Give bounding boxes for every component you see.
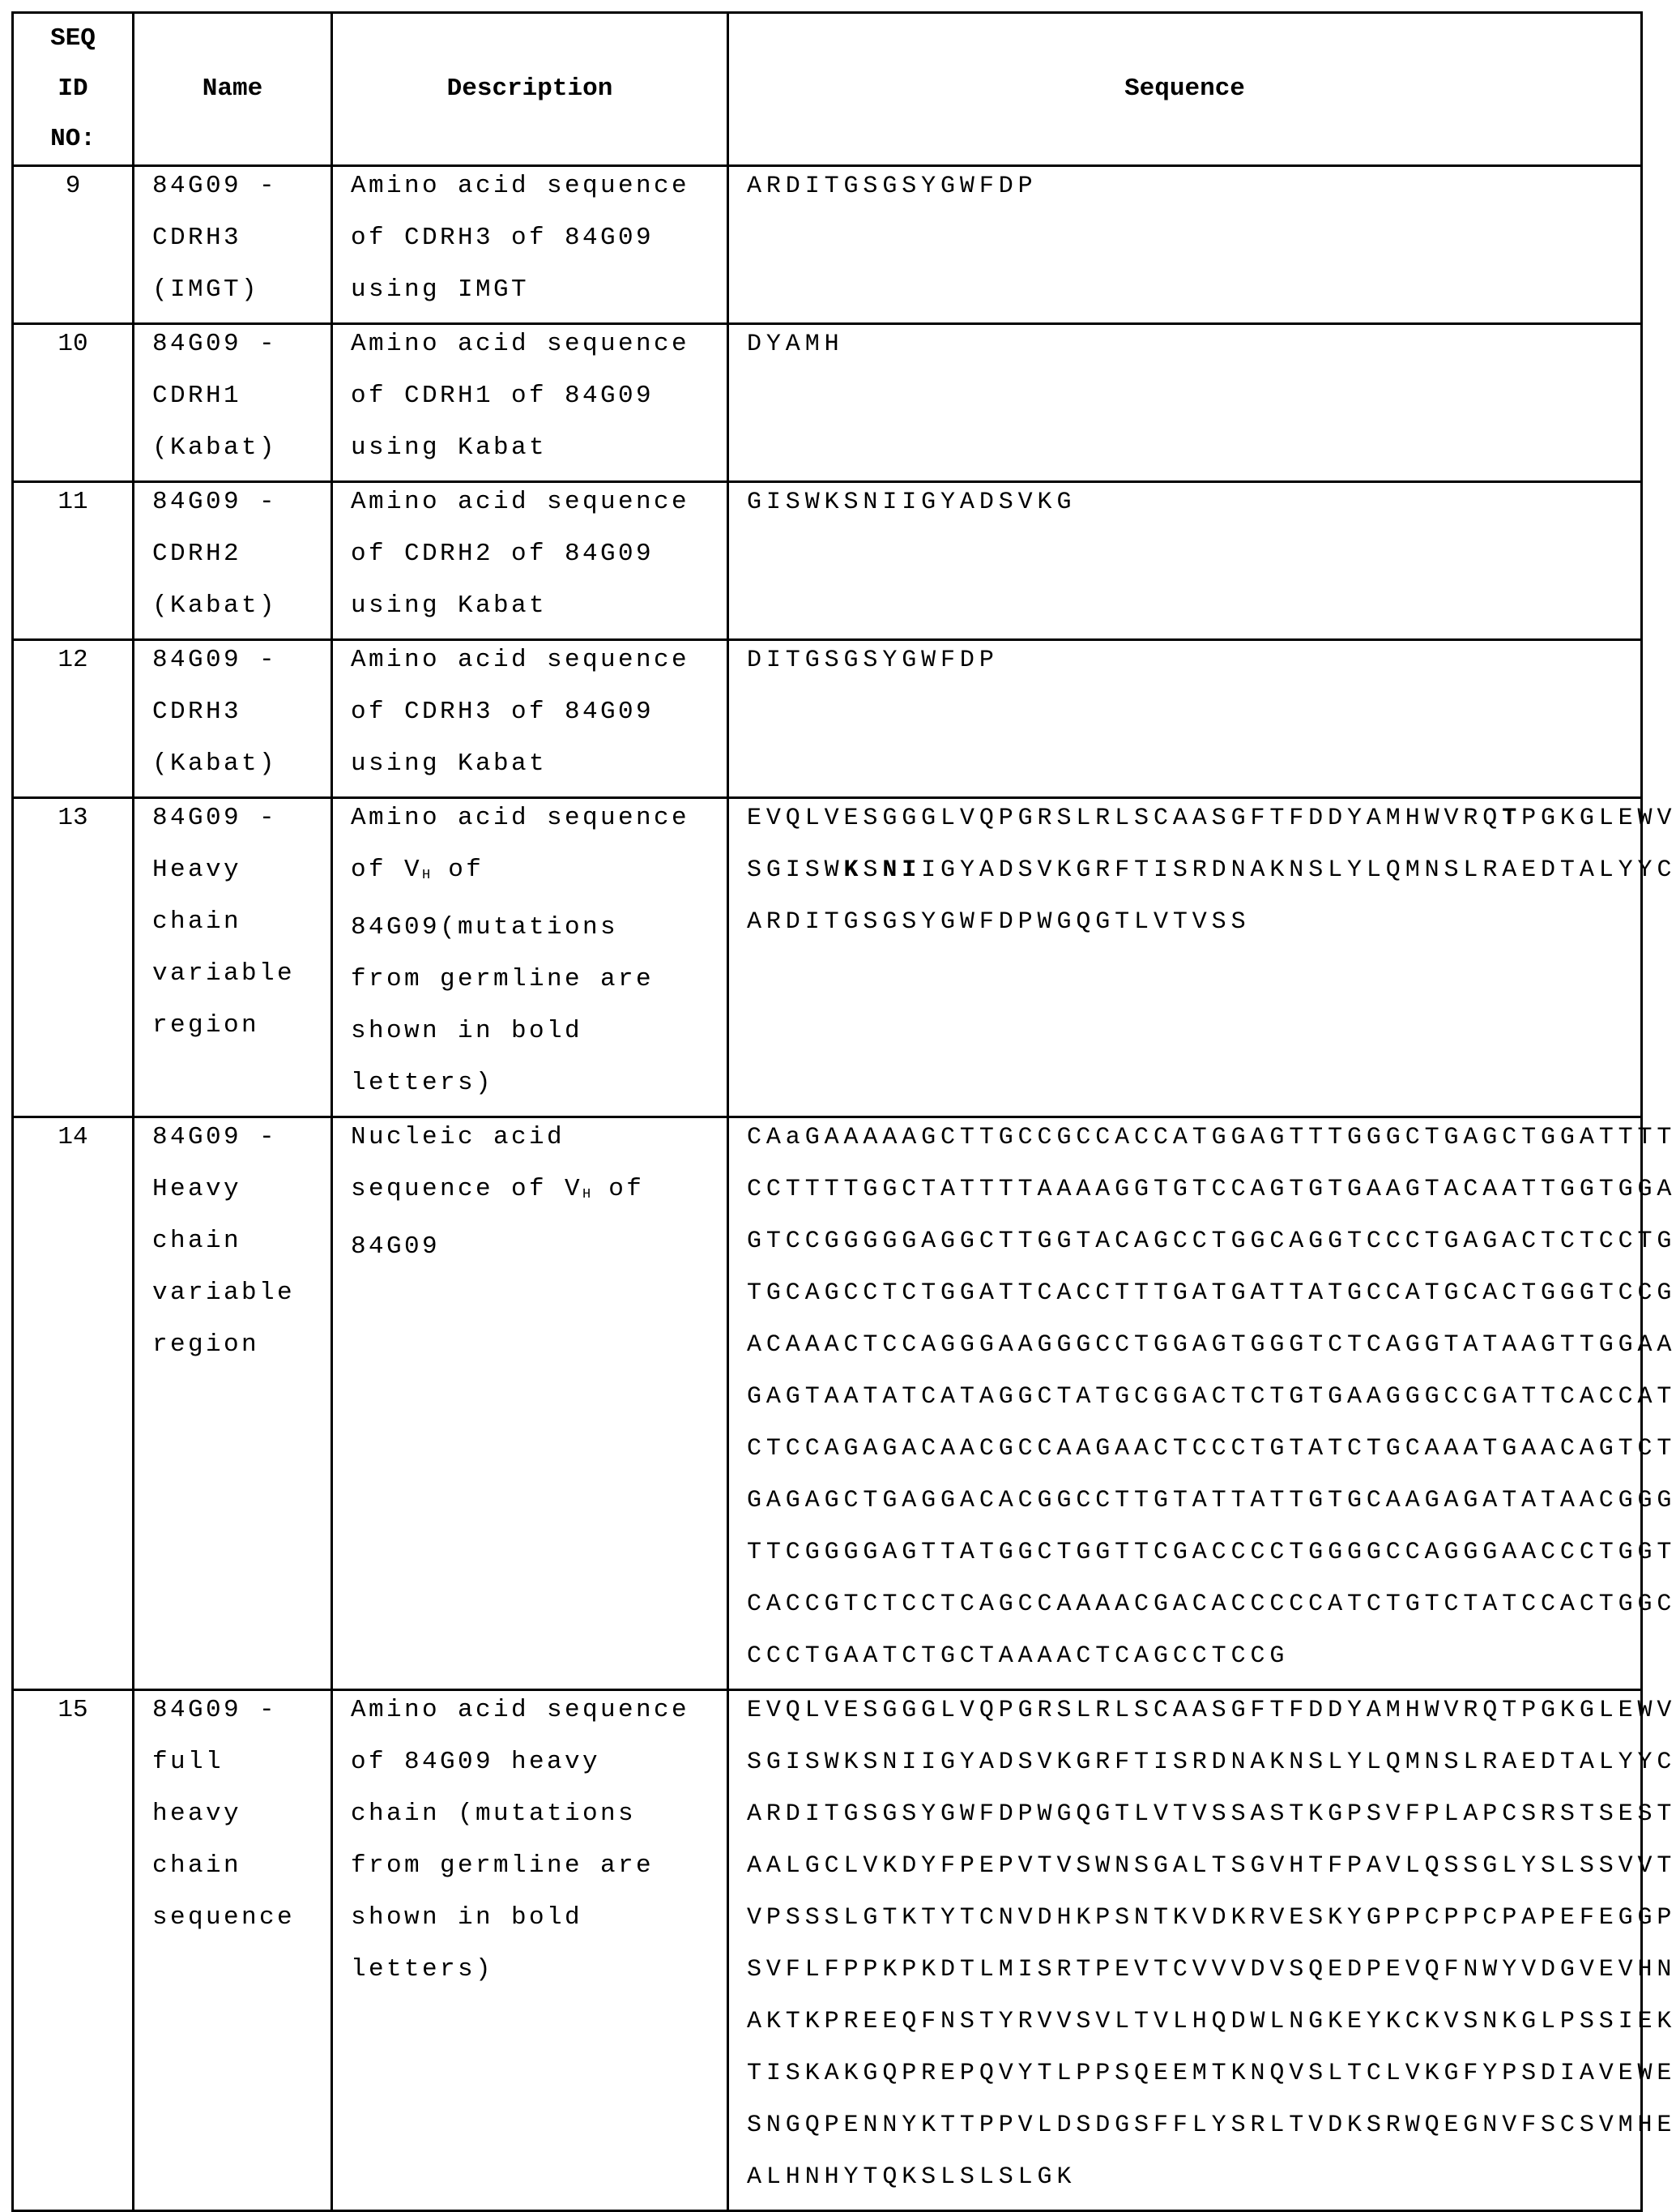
sequence-line: ARDITGSGSYGWFDPWGQGTLVTVSSASTKGPSVFPLAPCSRSTSEST [747,1788,1632,1840]
description-cell [332,1690,728,2211]
name-cell [134,324,332,482]
name-line: 84G09 - [152,792,322,844]
description-line: using Kabat [351,422,719,474]
text-segment: of [591,1175,644,1203]
sequence-line: VPSSSLGTKTYTCNVDHKPSNTKVDKRVESKYGPPCPPCPAPEFEGGP [747,1892,1632,1944]
sequence-cell [728,324,1642,482]
description-line: from germline are [351,1840,719,1892]
seq-id: 15 [14,1685,132,1736]
description-cell [332,324,728,482]
description-line: shown in bold [351,1006,719,1057]
description-line: letters) [351,1944,719,1996]
name-line: 84G09 - [152,160,322,212]
seq-id-cell [13,482,134,640]
description-line: Amino acid sequence [351,792,719,844]
description-line: 84G09(mutations [351,902,719,954]
description-line: using Kabat [351,738,719,790]
name-line: CDRH3 [152,212,322,264]
seq-id: 12 [14,634,132,686]
name-line: chain [152,1215,322,1267]
sequence-line [747,792,1632,844]
sequence-line: CAaGAAAAAGCTTGCCGCCACCATGGAGTTTGGGCTGAGCTGGATTTT [747,1112,1632,1164]
name-line: CDRH1 [152,370,322,422]
sequence-line: DITGSGSYGWFDP [747,634,1632,686]
name-line: (Kabat) [152,738,322,790]
sequence-cell [728,798,1642,1117]
bold-mutation: T [1502,805,1521,832]
header-description: Description [332,13,728,166]
text-segment: EVQLVESGGGLVQPGRSLRLSCAASGFTFDDYAMHWVRQ [747,805,1502,832]
subscript: H [582,1187,591,1202]
seq-id-cell [13,324,134,482]
name-line: chain [152,896,322,948]
text-segment: SGISW [747,856,844,884]
description-line: Amino acid sequence [351,1685,719,1736]
sequence-line: ACAAACTCCAGGGAAGGGCCTGGAGTGGGTCTCAGGTATAAGTTGGAA [747,1319,1632,1371]
sequence-line: EVQLVESGGGLVQPGRSLRLSCAASGFTFDDYAMHWVRQTPGKGLEWV [747,1685,1632,1736]
name-cell [134,1690,332,2211]
name-cell [134,798,332,1117]
description-line: Amino acid sequence [351,634,719,686]
description-line [351,1164,719,1221]
name-line: region [152,1319,322,1371]
name-line: variable [152,948,322,1000]
table-body [13,166,1642,2211]
description-line: chain (mutations [351,1788,719,1840]
name-line: 84G09 - [152,634,322,686]
seq-id: 9 [14,160,132,212]
header-sequence: Sequence [728,13,1642,166]
text-segment: of V [351,856,422,884]
description-cell [332,798,728,1117]
header-seq-id-line: SEQ [14,14,132,64]
description-line: of 84G09 heavy [351,1736,719,1788]
name-line: Heavy [152,844,322,896]
name-line: chain [152,1840,322,1892]
description-line: Amino acid sequence [351,318,719,370]
text-segment: of [430,856,484,884]
name-line: sequence [152,1892,322,1944]
sequence-cell [728,1117,1642,1690]
sequence-line: TTCGGGGAGTTATGGCTGGTTCGACCCCTGGGGCCAGGGAACCCTGGT [747,1527,1632,1578]
description-line: of CDRH2 of 84G09 [351,528,719,580]
header-name: Name [134,13,332,166]
name-line: full [152,1736,322,1788]
sequence-cell [728,482,1642,640]
name-line: heavy [152,1788,322,1840]
name-line: Heavy [152,1164,322,1215]
sequence-listing-table [11,11,1643,2212]
name-cell [134,482,332,640]
header-row [13,13,1642,166]
description-cell [332,166,728,324]
sequence-line: ALHNHYTQKSLSLSLGK [747,2151,1632,2203]
description-line: using IMGT [351,264,719,316]
bold-mutation: K [844,856,864,884]
seq-id: 14 [14,1112,132,1164]
description-line: shown in bold [351,1892,719,1944]
description-line: of CDRH3 of 84G09 [351,212,719,264]
seq-id: 11 [14,476,132,528]
subscript: H [422,868,430,883]
header-seq-id-line: NO: [14,114,132,164]
seq-id-cell [13,166,134,324]
header-seq-id-line: ID [14,64,132,114]
sequence-line: TISKAKGQPREPQVYTLPPSQEEMTKNQVSLTCLVKGFYPSDIAVEWE [747,2048,1632,2099]
name-line: (Kabat) [152,422,322,474]
name-line: CDRH2 [152,528,322,580]
sequence-line: CACCGTCTCCTCAGCCAAAACGACACCCCCATCTGTCTATCCACTGGC [747,1578,1632,1630]
seq-id: 13 [14,792,132,844]
seq-id-cell [13,798,134,1117]
sequence-line: SGISWKSNIIGYADSVKGRFTISRDNAKNSLYLQMNSLRAEDTALYYC [747,1736,1632,1788]
name-cell [134,166,332,324]
sequence-line: GAGTAATATCATAGGCTATGCGGACTCTGTGAAGGGCCGATTCACCAT [747,1371,1632,1423]
sequence-line: GTCCGGGGGAGGCTTGGTACAGCCTGGCAGGTCCCTGAGACTCTCCTG [747,1215,1632,1267]
table-row [13,324,1642,482]
sequence-line: TGCAGCCTCTGGATTCACCTTTGATGATTATGCCATGCACTGGGTCCG [747,1267,1632,1319]
seq-id-cell [13,1690,134,2211]
table-row [13,1690,1642,2211]
name-line: 84G09 - [152,318,322,370]
sequence-line: GAGAGCTGAGGACACGGCCTTGTATTATTGTGCAAGAGATATAACGGG [747,1475,1632,1527]
sequence-cell [728,640,1642,798]
description-line: from germline are [351,954,719,1006]
name-cell [134,640,332,798]
description-line: letters) [351,1057,719,1109]
text-segment: S [863,856,882,884]
table-row [13,482,1642,640]
description-cell [332,640,728,798]
seq-id-cell [13,640,134,798]
sequence-line: ARDITGSGSYGWFDP [747,160,1632,212]
table-row [13,166,1642,324]
bold-mutation: NI [882,856,921,884]
text-segment: IGYADSVKGRFTISRDNAKNSLYLQMNSLRAEDTALYYC [921,856,1676,884]
table-row [13,640,1642,798]
name-line: 84G09 - [152,1685,322,1736]
description-line: using Kabat [351,580,719,632]
name-line: 84G09 - [152,476,322,528]
sequence-line [747,844,1632,896]
description-line: Amino acid sequence [351,160,719,212]
name-line: 84G09 - [152,1112,322,1164]
sequence-line: SNGQPENNYKTTPPVLDSDGSFFLYSRLTVDKSRWQEGNVFSCSVMHE [747,2099,1632,2151]
sequence-line: CCCTGAATCTGCTAAAACTCAGCCTCCG [747,1630,1632,1682]
sequence-line: GISWKSNIIGYADSVKG [747,476,1632,528]
name-cell [134,1117,332,1690]
table-row [13,1117,1642,1690]
seq-id: 10 [14,318,132,370]
name-line: CDRH3 [152,686,322,738]
description-line: of CDRH1 of 84G09 [351,370,719,422]
header-seq-id [13,13,134,166]
sequence-cell [728,1690,1642,2211]
sequence-line: AALGCLVKDYFPEPVTVSWNSGALTSGVHTFPAVLQSSGLYSLSSVVT [747,1840,1632,1892]
description-line: of CDRH3 of 84G09 [351,686,719,738]
table-row [13,798,1642,1117]
description-line: Amino acid sequence [351,476,719,528]
name-line: variable [152,1267,322,1319]
description-line [351,844,719,902]
text-segment: PGKGLEWV [1521,805,1676,832]
seq-id-cell [13,1117,134,1690]
description-cell [332,482,728,640]
name-line: region [152,1000,322,1052]
sequence-line: ARDITGSGSYGWFDPWGQGTLVTVSS [747,896,1632,948]
description-line: 84G09 [351,1221,719,1273]
text-segment: sequence of V [351,1175,582,1203]
description-cell [332,1117,728,1690]
name-line: (Kabat) [152,580,322,632]
name-line: (IMGT) [152,264,322,316]
sequence-line: DYAMH [747,318,1632,370]
sequence-line: SVFLFPPKPKDTLMISRTPEVTCVVVDVSQEDPEVQFNWYVDGVEVHN [747,1944,1632,1996]
sequence-line: CCTTTTGGCTATTTTAAAAGGTGTCCAGTGTGAAGTACAATTGGTGGA [747,1164,1632,1215]
sequence-cell [728,166,1642,324]
sequence-line: CTCCAGAGACAACGCCAAGAACTCCCTGTATCTGCAAATGAACAGTCT [747,1423,1632,1475]
description-line: Nucleic acid [351,1112,719,1164]
sequence-line: AKTKPREEQFNSTYRVVSVLTVLHQDWLNGKEYKCKVSNKGLPSSIEK [747,1996,1632,2048]
